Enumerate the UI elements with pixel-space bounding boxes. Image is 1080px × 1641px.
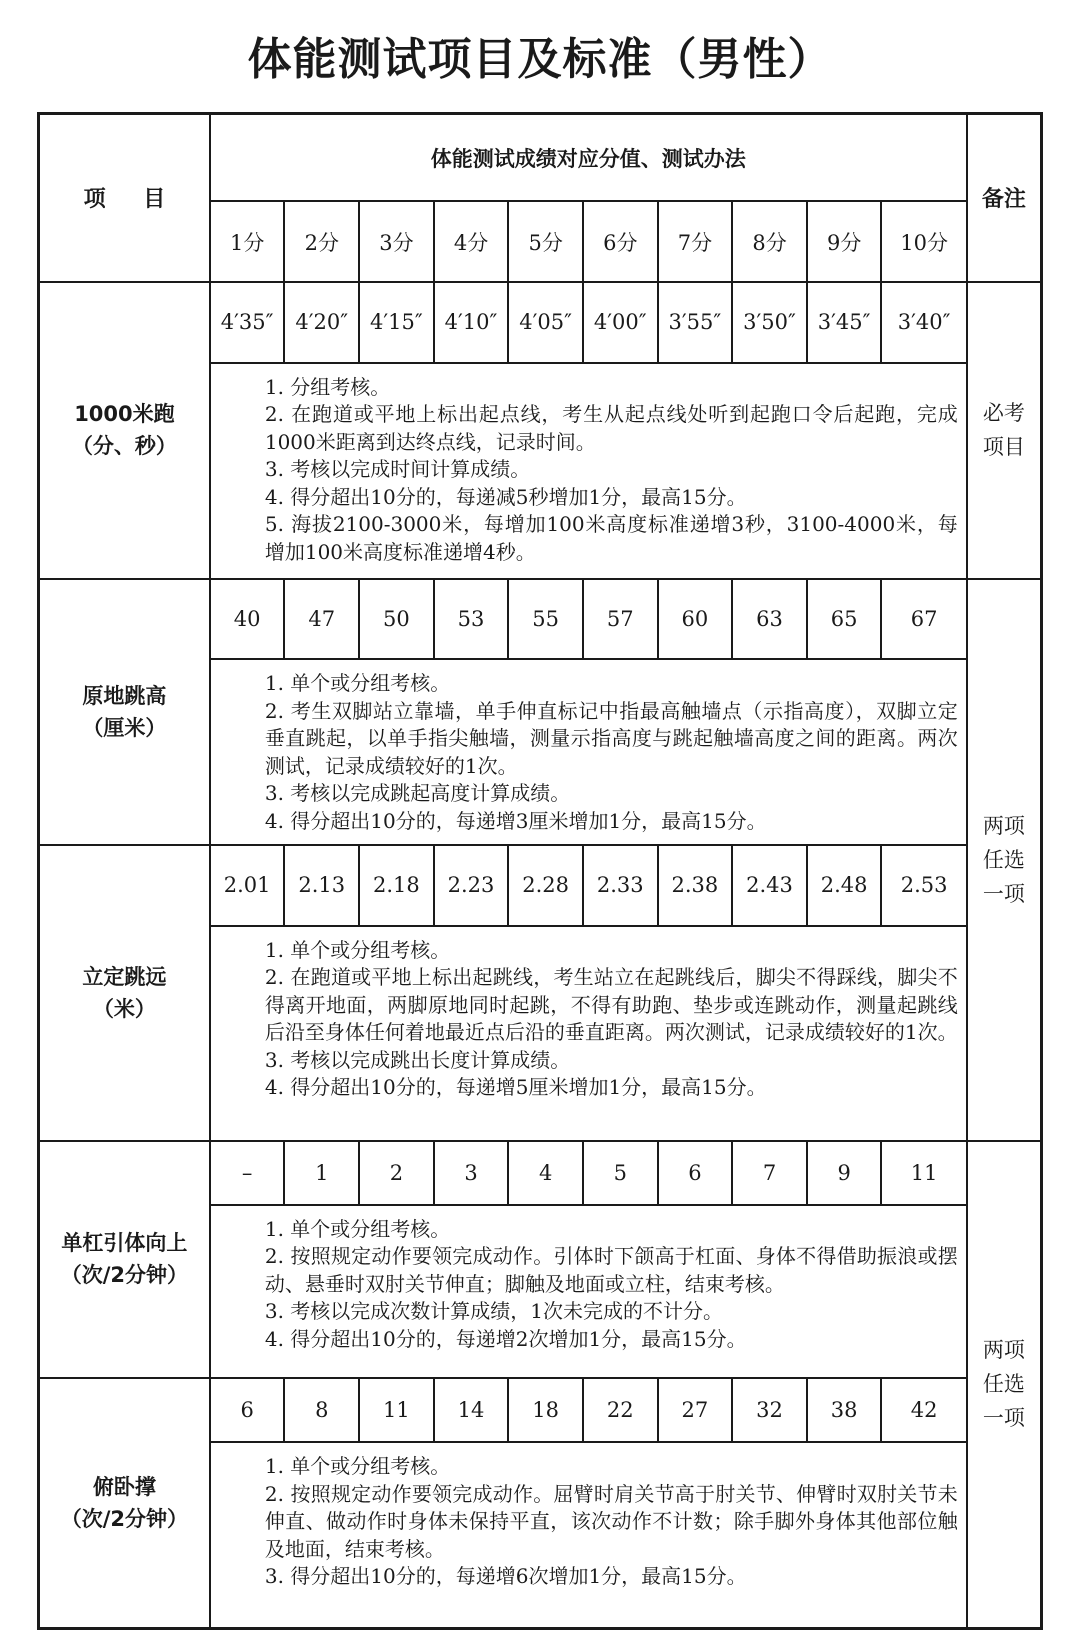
- item-name-1000m-run: [39, 282, 210, 579]
- method-line: 1. 单个或分组考核。: [264, 937, 451, 962]
- remark-line: 两项: [982, 1338, 1025, 1363]
- value-cell: 4: [508, 1141, 583, 1205]
- value-cell: 3′55″: [658, 282, 733, 363]
- value-cell: 50: [359, 579, 434, 660]
- item-name-pull-ups: [39, 1141, 210, 1379]
- method-line: 1. 单个或分组考核。: [264, 671, 451, 696]
- score-header-7: 7分: [658, 201, 733, 282]
- value-cell: 57: [583, 579, 658, 660]
- value-cell: 8: [284, 1378, 359, 1442]
- remark-line: 任选: [982, 1372, 1025, 1397]
- method-line: 1. 单个或分组考核。: [264, 1216, 451, 1241]
- value-cell: 2.01: [210, 845, 285, 926]
- value-cell: 60: [658, 579, 733, 660]
- value-cell: 7: [732, 1141, 807, 1205]
- remark-line: 项目: [982, 435, 1025, 460]
- value-cell: –: [210, 1141, 285, 1205]
- score-header-3: 3分: [359, 201, 434, 282]
- value-cell: 53: [434, 579, 509, 660]
- value-cell: 1: [284, 1141, 359, 1205]
- method-pull-ups: [210, 1205, 967, 1379]
- value-cell: 3′45″: [807, 282, 882, 363]
- value-cell: 2.33: [583, 845, 658, 926]
- value-cell: 4′20″: [284, 282, 359, 363]
- method-line: 2. 考生双脚站立靠墙，单手伸直标记中指最高触墙点（示指高度），双脚立定垂直跳起，以单手指尖触墙，测量示指高度与跳起触墙高度之间的距离。两次测试，记录成绩较好的1次。: [264, 698, 958, 778]
- value-cell: 4′00″: [583, 282, 658, 363]
- method-line: 3. 考核以完成时间计算成绩。: [264, 457, 531, 482]
- value-cell: 2.23: [434, 845, 509, 926]
- method-line: 3. 得分超出10分的，每递增6次增加1分，最高15分。: [264, 1564, 747, 1589]
- value-cell: 2.18: [359, 845, 434, 926]
- item-name-line2: （次/2分钟）: [60, 1507, 189, 1532]
- method-line: 2. 按照规定动作要领完成动作。引体时下颌高于杠面、身体不得借助振浪或摆动、悬垂时双肘关节伸直；脚触及地面或立柱，结束考核。: [264, 1244, 958, 1296]
- method-line: 5. 海拔2100-3000米，每增加100米高度标准递增3秒，3100-4000米，每增加100米高度标准递增4秒。: [264, 512, 958, 564]
- value-cell: 47: [284, 579, 359, 660]
- value-cell: 42: [881, 1378, 966, 1442]
- value-cell: 11: [359, 1378, 434, 1442]
- value-cell: 14: [434, 1378, 509, 1442]
- score-header-9: 9分: [807, 201, 882, 282]
- value-cell: 4′10″: [434, 282, 509, 363]
- value-cell: 2.48: [807, 845, 882, 926]
- value-cell: 9: [807, 1141, 882, 1205]
- method-line: 4. 得分超出10分的，每递增2次增加1分，最高15分。: [264, 1326, 747, 1351]
- method-line: 3. 考核以完成跳出长度计算成绩。: [264, 1047, 571, 1072]
- method-line: 2. 在跑道或平地上标出起点线，考生从起点线处听到起跑口令后起跑，完成1000米距离到达终点线，记录时间。: [264, 402, 958, 454]
- value-cell: 2.53: [881, 845, 966, 926]
- method-1000m-run: [210, 363, 967, 579]
- value-cell: 3′50″: [732, 282, 807, 363]
- remark-line: 必考: [982, 401, 1025, 426]
- item-name-line2: （厘米）: [82, 715, 167, 740]
- score-header-5: 5分: [508, 201, 583, 282]
- value-cell: 4′05″: [508, 282, 583, 363]
- score-header-10: 10分: [881, 201, 966, 282]
- value-cell: 67: [881, 579, 966, 660]
- value-cell: 2: [359, 1141, 434, 1205]
- value-cell: 6: [658, 1141, 733, 1205]
- remark-required: [967, 282, 1042, 579]
- item-name-line2: （次/2分钟）: [60, 1263, 189, 1288]
- score-header-6: 6分: [583, 201, 658, 282]
- method-line: 3. 考核以完成次数计算成绩，1次未完成的不计分。: [264, 1299, 724, 1324]
- method-standing-high-jump: [210, 659, 967, 845]
- page-title: 体能测试项目及标准（男性）: [247, 34, 833, 85]
- score-header-2: 2分: [284, 201, 359, 282]
- method-line: 3. 考核以完成跳起高度计算成绩。: [264, 781, 571, 806]
- score-header-8: 8分: [732, 201, 807, 282]
- score-header-1: 1分: [210, 201, 285, 282]
- item-name-standing-long-jump: [39, 845, 210, 1141]
- remark-line: 一项: [982, 1406, 1025, 1431]
- value-cell: 11: [881, 1141, 966, 1205]
- remark-column-header: 备注: [967, 114, 1042, 282]
- item-name-line2: （分、秒）: [71, 434, 177, 459]
- value-cell: 38: [807, 1378, 882, 1442]
- value-cell: 3: [434, 1141, 509, 1205]
- remark-line: 任选: [982, 847, 1025, 872]
- item-name-push-ups: [39, 1378, 210, 1628]
- item-name-line1: 单杠引体向上: [61, 1231, 188, 1256]
- value-cell: 6: [210, 1378, 285, 1442]
- item-name-line1: 俯卧撑: [92, 1475, 156, 1500]
- method-line: 4. 得分超出10分的，每递减5秒增加1分，最高15分。: [264, 484, 747, 509]
- method-line: 1. 单个或分组考核。: [264, 1454, 451, 1479]
- remark-line: 两项: [982, 813, 1025, 838]
- item-name-line2: （米）: [92, 996, 156, 1021]
- value-cell: 55: [508, 579, 583, 660]
- method-line: 2. 在跑道或平地上标出起跳线，考生站立在起跳线后，脚尖不得踩线，脚尖不得离开地面，两脚原地同时起跳，不得有助跑、垫步或连跳动作，测量起跳线后沿至身体任何着地最近点后沿的垂直距离。两次测试，记录成绩较好的1次。: [264, 965, 958, 1045]
- method-push-ups: [210, 1442, 967, 1628]
- item-name-line1: 原地跳高: [82, 683, 167, 708]
- value-cell: 65: [807, 579, 882, 660]
- remark-choose-one-group1: [967, 579, 1042, 1141]
- item-column-header: 项 目: [39, 114, 210, 282]
- value-cell: 18: [508, 1378, 583, 1442]
- remark-line: 一项: [982, 881, 1025, 906]
- remark-choose-one-group2: [967, 1141, 1042, 1629]
- method-line: 1. 分组考核。: [264, 374, 391, 399]
- item-name-standing-high-jump: [39, 579, 210, 846]
- value-cell: 4′35″: [210, 282, 285, 363]
- value-cell: 2.43: [732, 845, 807, 926]
- value-cell: 2.38: [658, 845, 733, 926]
- scores-title-header: 体能测试成绩对应分值、测试办法: [210, 114, 967, 202]
- method-standing-long-jump: [210, 926, 967, 1141]
- value-cell: 2.13: [284, 845, 359, 926]
- value-cell: 5: [583, 1141, 658, 1205]
- method-line: 4. 得分超出10分的，每递增5厘米增加1分，最高15分。: [264, 1075, 767, 1100]
- value-cell: 22: [583, 1378, 658, 1442]
- value-cell: 4′15″: [359, 282, 434, 363]
- value-cell: 32: [732, 1378, 807, 1442]
- value-cell: 40: [210, 579, 285, 660]
- value-cell: 27: [658, 1378, 733, 1442]
- standards-table: [37, 112, 1043, 1630]
- value-cell: 3′40″: [881, 282, 966, 363]
- value-cell: 63: [732, 579, 807, 660]
- item-name-line1: 立定跳远: [82, 964, 167, 989]
- value-cell: 2.28: [508, 845, 583, 926]
- method-line: 4. 得分超出10分的，每递增3厘米增加1分，最高15分。: [264, 808, 767, 833]
- method-line: 2. 按照规定动作要领完成动作。屈臂时肩关节高于肘关节、伸臂时双肘关节未伸直、做动作时身体未保持平直，该次动作不计数；除手脚外身体其他部位触及地面，结束考核。: [264, 1481, 958, 1561]
- item-name-line1: 1000米跑: [74, 402, 175, 427]
- score-header-4: 4分: [434, 201, 509, 282]
